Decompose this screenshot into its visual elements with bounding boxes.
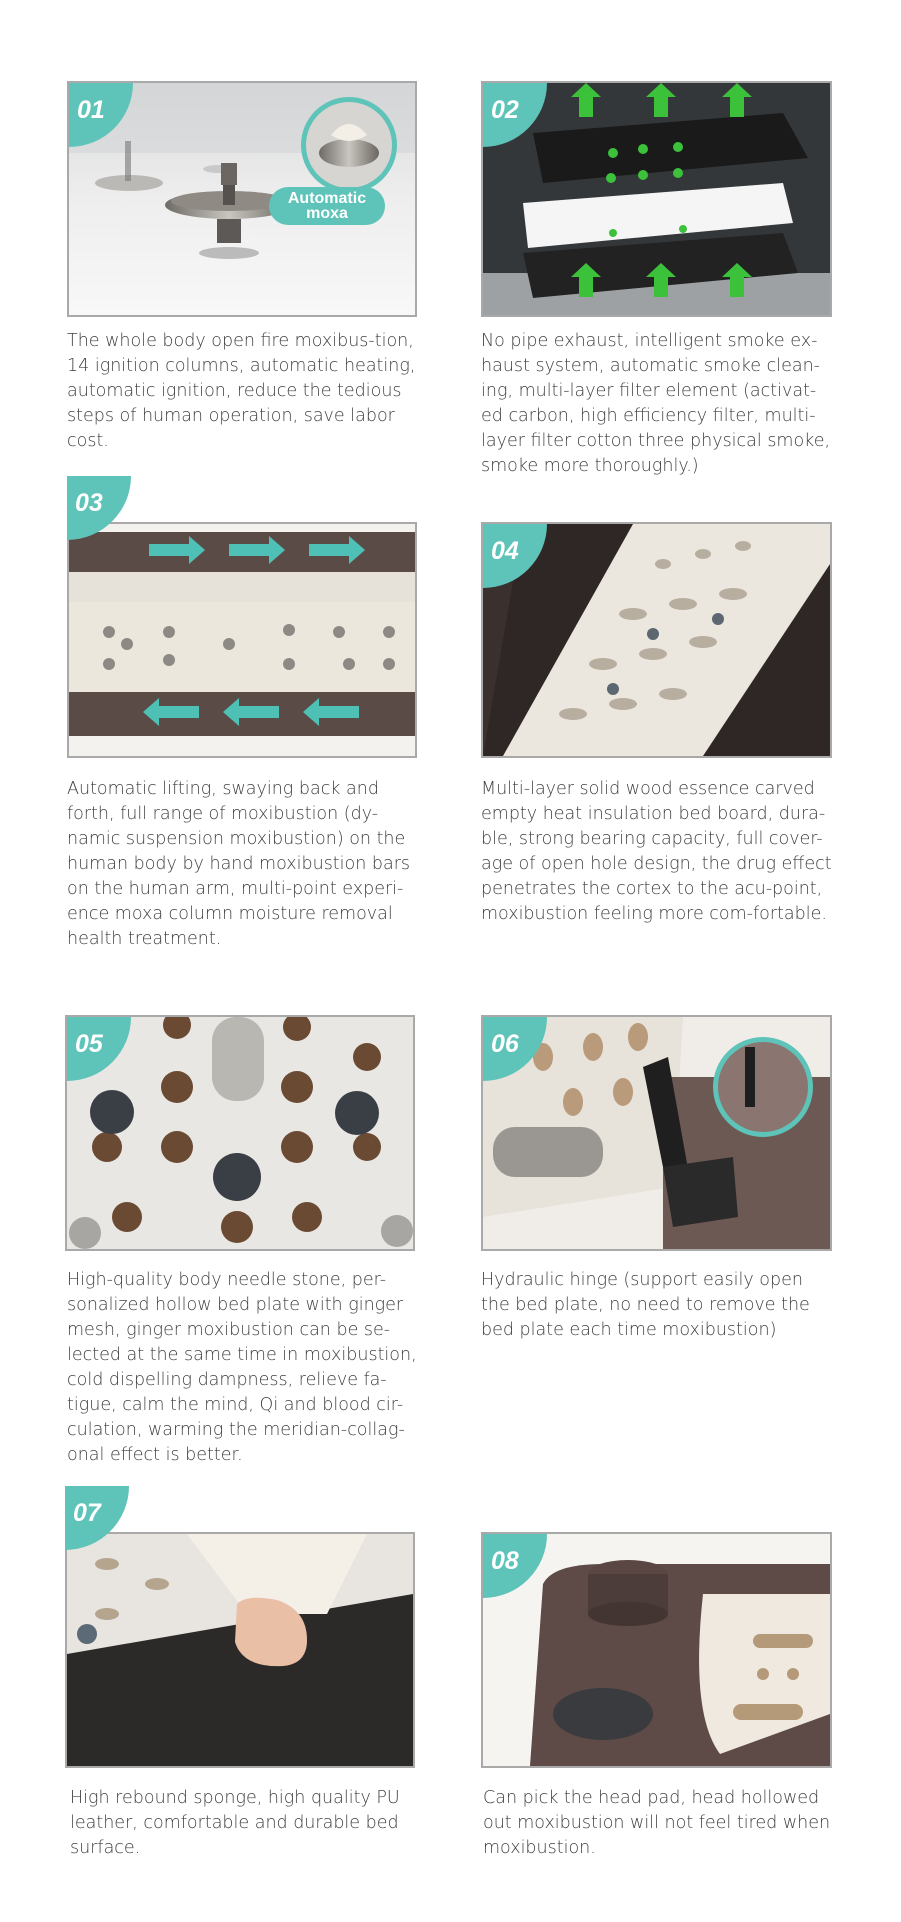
feature-number-badge: 04	[483, 524, 547, 588]
feature-photo-04	[481, 522, 832, 758]
feature-number-badge: 05	[67, 1017, 131, 1081]
feature-number-badge: 08	[483, 1534, 547, 1598]
feature-number-badge: 01	[69, 83, 133, 147]
swaying-moxibustion-illustration	[69, 524, 415, 756]
feature-description-06: Hydraulic hinge (support easily open the bed plate, no need to remove the bed plate each time moxibustion)	[481, 1270, 810, 1340]
feature-photo-06	[481, 1015, 832, 1251]
feature-number-badge: 07	[65, 1486, 129, 1550]
feature-photo-03	[67, 522, 417, 758]
feature-description-05: High-quality body needle stone, per-sonalized hollow bed plate with ginger mesh, ginger moxibustion can be se-lected at the same time in moxibustion, cold dispelling dampness, relieve fa-tigue, calm the mind, Qi and blood cir-culation, warming the meridian-collag-onal effect is better.	[67, 1270, 417, 1465]
feature-description-02: No pipe exhaust, intelligent smoke ex-haust system, automatic smoke clean-ing, multi-layer filter element (activat-ed carbon, high efficiency filter, multi-layer filter cotton three physical smoke, smoke more thoroughly.)	[481, 331, 831, 476]
feature-description-08: Can pick the head pad, head hollowed out moxibustion will not feel tired when moxibustion.	[483, 1788, 831, 1858]
feature-description-01: The whole body open fire moxibus-tion, 14 ignition columns, automatic heating, automatic ignition, reduce the tedious steps of human operation, save labor cost.	[67, 331, 416, 451]
rebound-sponge-illustration	[67, 1534, 413, 1766]
feature-number-badge: 06	[483, 1017, 547, 1081]
feature-photo-02	[481, 81, 832, 317]
feature-description-04: Multi-layer solid wood essence carved empty heat insulation bed board, dura-ble, strong bearing capacity, full cover-age of open hole design, the drug effect penetrates the cortex to the acu-point, moxibustion feeling more com-fortable.	[481, 779, 832, 924]
feature-number-badge: 03	[67, 476, 131, 540]
automatic-moxa-callout: Automatic moxa	[269, 187, 385, 225]
feature-number-badge: 02	[483, 83, 547, 147]
feature-photo-01	[67, 81, 417, 317]
feature-description-07: High rebound sponge, high quality PU leather, comfortable and durable bed surface.	[70, 1788, 400, 1858]
feature-photo-07	[65, 1532, 415, 1768]
feature-description-03: Automatic lifting, swaying back and forth, full range of moxibustion (dy-namic suspension moxibustion) on the human body by hand moxibustion bars on the human arm, multi-point experi-ence moxa column moisture removal health treatment.	[67, 779, 411, 949]
feature-photo-08	[481, 1532, 832, 1768]
feature-photo-05	[65, 1015, 415, 1251]
